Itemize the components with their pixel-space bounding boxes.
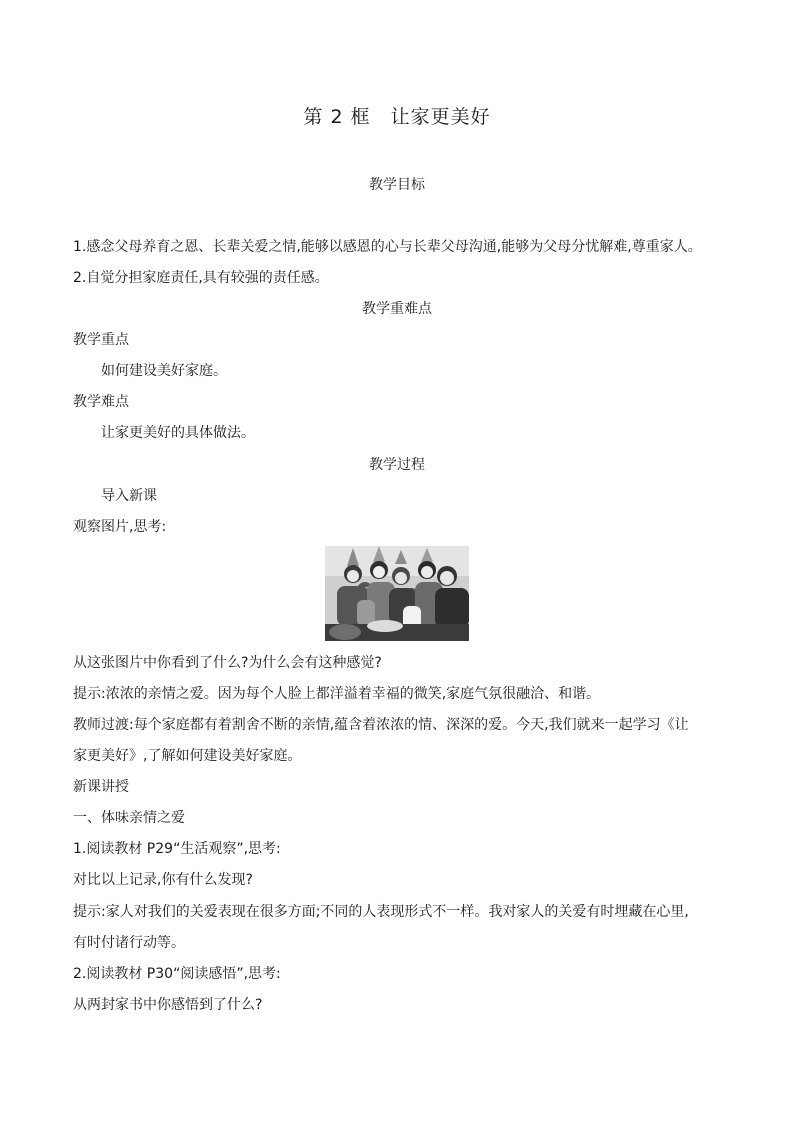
process-heading: 教学过程 [369, 457, 425, 473]
part-1-heading: 一、体味亲情之爱 [73, 810, 185, 826]
difficulty-label: 教学难点 [73, 394, 129, 410]
hint-2-line-2: 有时付诸行动等。 [73, 935, 185, 951]
transition-line-2: 家更美好》,了解如何建设美好家庭。 [73, 748, 302, 764]
keypoints-heading: 教学重难点 [362, 301, 432, 317]
focus-text: 如何建设美好家庭。 [101, 363, 227, 379]
question-2: 对比以上记录,你有什么发现? [73, 872, 253, 888]
observe-prompt: 观察图片,思考: [73, 519, 167, 535]
reading-task-2: 2.阅读教材 P30“阅读感悟”,思考: [73, 966, 281, 982]
reading-task-1: 1.阅读教材 P29“生活观察”,思考: [73, 841, 281, 857]
family-photo-icon [325, 546, 469, 641]
question-3: 从两封家书中你感悟到了什么? [73, 997, 263, 1013]
hint-2-line-1: 提示:家人对我们的关爱表现在很多方面;不同的人表现形式不一样。我对家人的关爱有时埋藏在心里, [73, 904, 689, 920]
focus-label: 教学重点 [73, 332, 129, 348]
objective-item-2: 2.自觉分担家庭责任,具有较强的责任感。 [73, 270, 329, 286]
objective-item-1: 1.感念父母养育之恩、长辈关爱之情,能够以感恩的心与长辈父母沟通,能够为父母分忧解难,尊重家人。 [73, 239, 702, 255]
intro-label: 导入新课 [101, 488, 157, 504]
question-1: 从这张图片中你看到了什么?为什么会有这种感觉? [73, 655, 382, 671]
page-title: 第 2 框 让家更美好 [303, 106, 491, 128]
objectives-heading: 教学目标 [369, 177, 425, 193]
new-lesson-label: 新课讲授 [73, 779, 129, 795]
hint-1: 提示:浓浓的亲情之爱。因为每个人脸上都洋溢着幸福的微笑,家庭气氛很融洽、和谐。 [73, 686, 601, 702]
difficulty-text: 让家更美好的具体做法。 [101, 425, 255, 441]
transition-line-1: 教师过渡:每个家庭都有着割舍不断的亲情,蕴含着浓浓的情、深深的爱。今天,我们就来一起学习《让 [73, 717, 689, 733]
